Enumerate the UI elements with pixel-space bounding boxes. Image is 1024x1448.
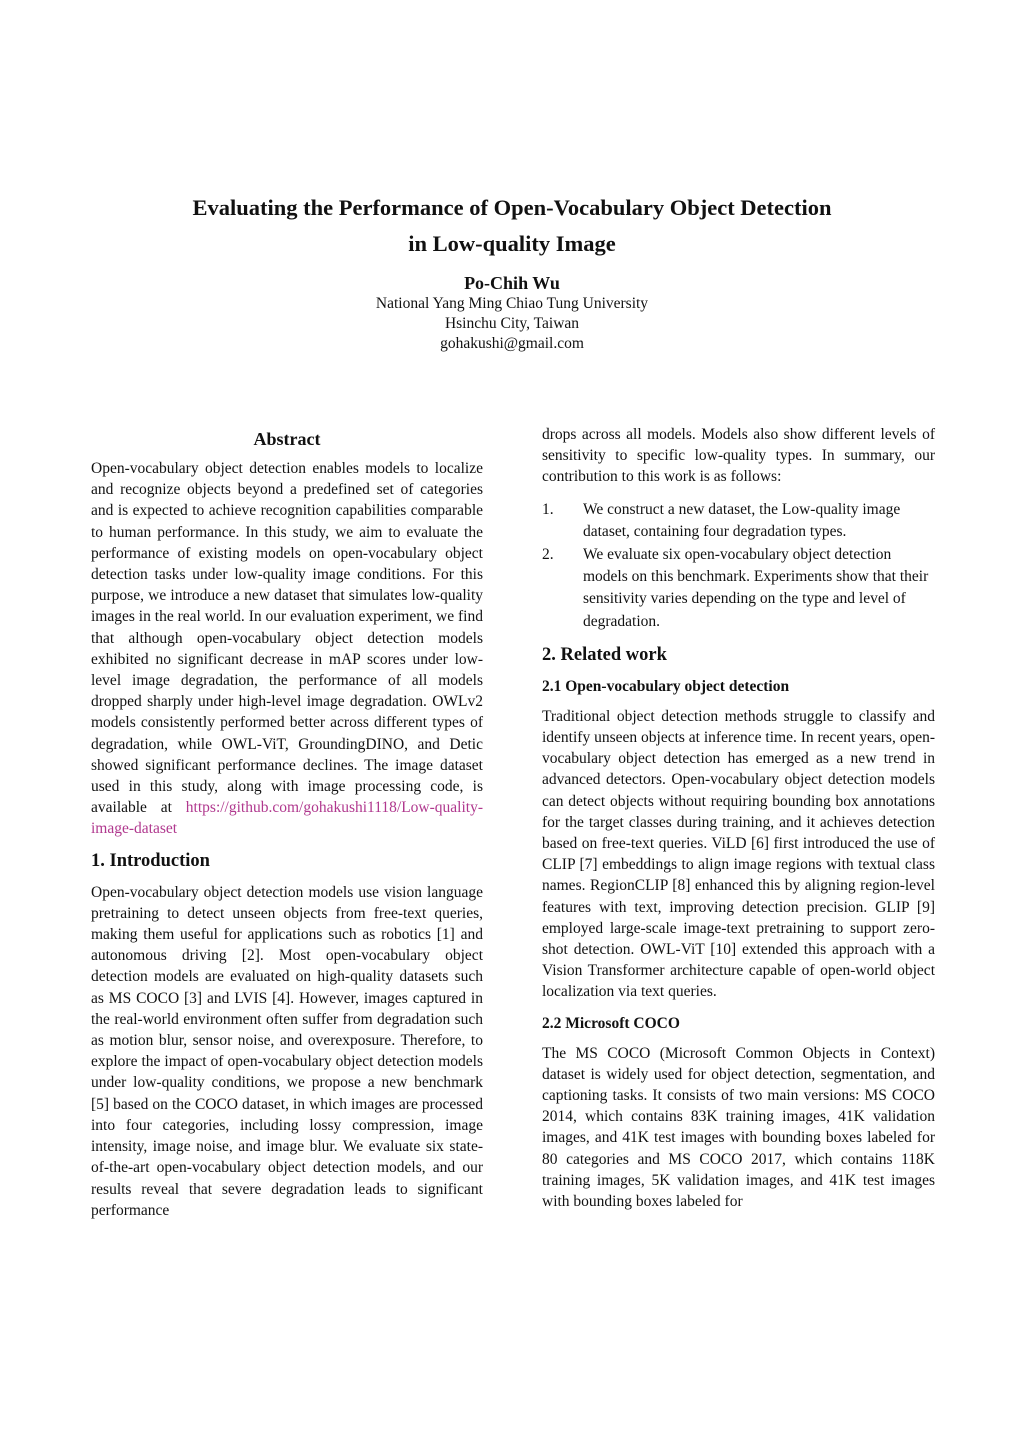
contribution-number: 1. <box>542 500 554 518</box>
contribution-item <box>542 544 935 633</box>
introduction-continuation: drops across all models. Models also show different levels of sensitivity to specific low-quality types. In summary, our contribution to this work is as follows: <box>542 426 935 486</box>
abstract-text <box>91 458 483 840</box>
title-line-2: in Low-quality Image <box>408 231 616 256</box>
dataset-link[interactable]: https://github.com/gohakushi1118/Low-quality-image-dataset <box>91 799 483 838</box>
introduction-text: Open-vocabulary object detection models use vision language pretraining to detect unseen objects from free-text queries, making them useful for applications such as robotics [1] and autonomous driving [2]. Most open-vocabulary object detection models are evaluated on high-quality datasets such as MS COCO [3] and LVIS [4]. However, images captured in the real-world environment often suffer from degradation such as motion blur, sensor noise, and overexposure. Therefore, to explore the impact of open-vocabulary object detection models under low-quality conditions, we propose a new benchmark [5] based on the COCO dataset, in which images are processed into four categories, including lossy compression, image intensity, image noise, and image blur. We evaluate six state-of-the-art open-vocabulary object detection models, and our results reveal that severe degradation leads to significant performance <box>91 883 483 1219</box>
introduction-heading: 1. Introduction <box>91 850 210 871</box>
contribution-item <box>542 499 935 543</box>
contribution-number: 2. <box>542 546 554 564</box>
author-affiliation-block <box>0 294 1024 354</box>
subsection-text-ovod: Traditional object detection methods struggle to classify and identify unseen objects at inference time. In recent years, open-vocabulary object detection has emerged as a new trend in advanced detectors. Open-vocabulary object detection models can detect objects without requiring bounding box annotations for the target classes during training, and it achieves detection based on free-text queries. ViLD [6] first introduced the use of CLIP [7] embeddings to align image regions with textual class names. RegionCLIP [8] enhanced this by aligning region-level features with text, improving detection precision. GLIP [9] employed large-scale image-text pretraining to support zero-shot detection. OWL-ViT [10] extended this approach with a Vision Transformer architecture capable of open-world object localization via text queries. <box>542 707 935 1001</box>
author-name: Po-Chih Wu <box>464 273 560 293</box>
contribution-text: We construct a new dataset, the Low-quality image dataset, containing four degradation types. <box>583 500 901 540</box>
contribution-list <box>542 499 935 633</box>
left-column <box>91 426 483 1221</box>
author-email: gohakushi@gmail.com <box>440 335 584 352</box>
subsection-text-coco: The MS COCO (Microsoft Common Objects in Context) dataset is widely used for object detection, segmentation, and captioning tasks. It consists of two main versions: MS COCO 2014, which contains 83K training images, 41K validation images, and 41K test images with bounding boxes labeled for 80 categories and MS COCO 2017, which contains 118K training images, 5K validation images, and 41K test images with bounding boxes labeled for <box>542 1044 935 1211</box>
right-column <box>542 426 935 1212</box>
author-affiliation: National Yang Ming Chiao Tung University <box>375 295 649 312</box>
title-line-1: Evaluating the Performance of Open-Vocabulary Object Detection <box>192 195 832 220</box>
subsection-heading-coco: 2.2 Microsoft COCO <box>542 1014 680 1032</box>
abstract-body: Open-vocabulary object detection enables models to localize and recognize objects beyond a predefined set of categories and is expected to achieve recognition capabilities comparable to human performance. In this study, we aim to evaluate the performance of existing models on open-vocabulary object detection tasks under low-quality image conditions. For this purpose, we introduce a new dataset that simulates low-quality images in the real world. In our evaluation experiment, we find that although open-vocabulary object detection models exhibited no significant decrease in mAP scores under low-level image degradation, the performance of all models dropped sharply under high-level image degradation. OWLv2 models consistently performed better across different types of degradation, while OWL-ViT, GroundingDINO, and Detic showed significant performance declines. The image dataset used in this study, along with image processing code, is available at <box>91 460 483 817</box>
contribution-text: We evaluate six open-vocabulary object detection models on this benchmark. Experiments show that their sensitivity varies depending on the type and level of degradation. <box>583 546 929 630</box>
author-location: Hsinchu City, Taiwan <box>444 315 580 332</box>
related-work-heading: 2. Related work <box>542 644 667 665</box>
paper-title <box>100 190 924 262</box>
abstract-heading: Abstract <box>253 429 321 449</box>
subsection-heading-ovod: 2.1 Open-vocabulary object detection <box>542 677 790 695</box>
